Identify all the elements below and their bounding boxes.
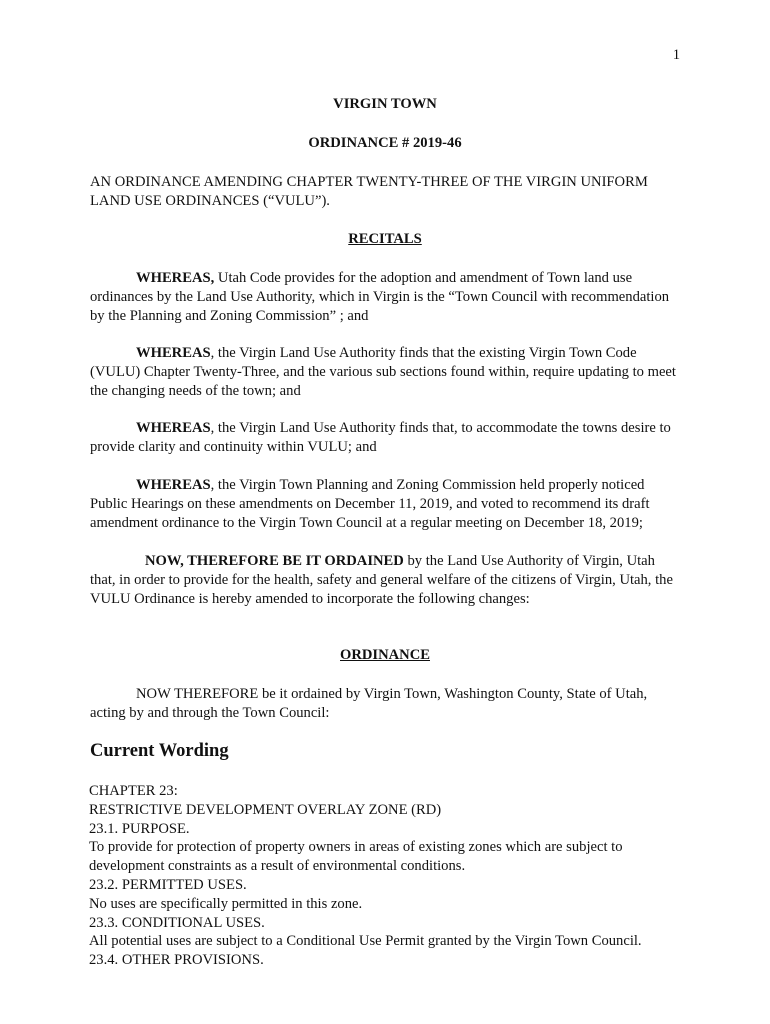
recital-1	[90, 269, 680, 325]
recital-2-lead: WHEREAS	[136, 345, 211, 361]
chapter-line: No uses are specifically permitted in this zone.	[89, 895, 363, 912]
recital-1-text: Utah Code provides for the adoption and amendment of Town land use ordinances by the Land Use Authority, which in Virgin is the “Town Council with recommendation by the Planning and Zoning Commission” ; and	[90, 270, 670, 324]
recital-1-lead: WHEREAS,	[136, 270, 215, 286]
document-title: VIRGIN TOWN	[333, 96, 437, 112]
chapter-line: 23.3. CONDITIONAL USES.	[89, 914, 265, 931]
recital-4-text: , the Virgin Town Planning and Zoning Commission held properly noticed Public Hearings on these amendments on December 11, 2019, and voted to recommend its draft amendment ordinance to the Virgin Town Council at a regular meeting on December 18, 2019;	[90, 477, 650, 531]
recital-2-text: , the Virgin Land Use Authority finds that the existing Virgin Town Code (VULU) Chapter Twenty-Three, and the various sub sections found within, require updating to meet the changing needs of the town; and	[90, 345, 676, 399]
current-wording-heading: Current Wording	[90, 741, 229, 761]
chapter-line: 23.4. OTHER PROVISIONS.	[89, 952, 264, 969]
now-therefore-text: by the Land Use Authority of Virgin, Utah that, in order to provide for the health, safety and general welfare of the citizens of Virgin, Utah, the VULU Ordinance is hereby amended to incorporate the following changes:	[90, 553, 673, 607]
ordinance-heading: ORDINANCE	[340, 647, 430, 663]
chapter-line: 23.2. PERMITTED USES.	[89, 876, 247, 893]
recital-3-lead: WHEREAS	[136, 420, 211, 436]
now-therefore-lead: NOW, THEREFORE BE IT ORDAINED	[145, 553, 404, 569]
chapter-line: All potential uses are subject to a Conditional Use Permit granted by the Virgin Town Council.	[89, 933, 642, 950]
ordinance-subtitle: AN ORDINANCE AMENDING CHAPTER TWENTY-THREE OF THE VIRGIN UNIFORM LAND USE ORDINANCES (“VULU”).	[90, 174, 648, 209]
chapter-line: To provide for protection of property owners in areas of existing zones which are subject to development constraints as a result of environmental conditions.	[89, 839, 623, 875]
recital-3-text: , the Virgin Land Use Authority finds that, to accommodate the towns desire to provide clarity and continuity within VULU; and	[90, 420, 671, 455]
chapter-text	[89, 782, 689, 970]
ordinance-number: ORDINANCE # 2019-46	[308, 135, 462, 151]
ordinance-statement	[90, 685, 680, 723]
ordinance-statement-text: NOW THEREFORE be it ordained by Virgin Town, Washington County, State of Utah, acting by and through the Town Council:	[90, 686, 648, 721]
chapter-line: 23.1. PURPOSE.	[89, 820, 190, 837]
now-therefore-clause	[90, 552, 680, 608]
recital-2	[90, 344, 680, 400]
recitals-heading: RECITALS	[348, 231, 422, 247]
page-number: 1	[672, 47, 680, 63]
chapter-line: CHAPTER 23:	[89, 783, 178, 799]
chapter-line: RESTRICTIVE DEVELOPMENT OVERLAY ZONE (RD)	[89, 801, 442, 818]
recital-4	[90, 476, 680, 532]
recital-4-lead: WHEREAS	[136, 477, 211, 493]
recital-3	[90, 419, 680, 457]
